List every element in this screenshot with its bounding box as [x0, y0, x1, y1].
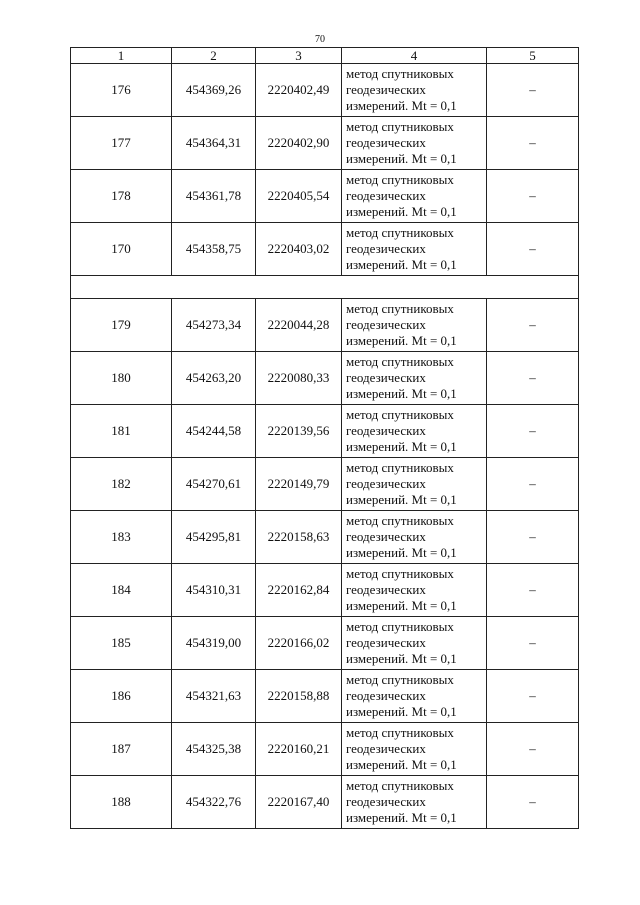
note-cell: – — [487, 723, 579, 776]
y-coordinate-cell: 2220166,02 — [256, 617, 342, 670]
point-number-cell: 170 — [71, 223, 172, 276]
y-coordinate-cell: 2220158,63 — [256, 511, 342, 564]
point-number-cell: 183 — [71, 511, 172, 564]
table-row — [71, 564, 579, 617]
table-row — [71, 352, 579, 405]
method-cell: метод спутниковых геодезических измерений. Mt = 0,1 — [342, 352, 487, 405]
column-header: 5 — [487, 48, 579, 64]
point-number-cell: 177 — [71, 117, 172, 170]
table-gap-section — [71, 276, 579, 299]
note-cell: – — [487, 64, 579, 117]
y-coordinate-cell: 2220149,79 — [256, 458, 342, 511]
y-coordinate-cell: 2220162,84 — [256, 564, 342, 617]
table-row — [71, 776, 579, 829]
point-number-cell: 178 — [71, 170, 172, 223]
note-cell: – — [487, 352, 579, 405]
method-cell: метод спутниковых геодезических измерений. Mt = 0,1 — [342, 299, 487, 352]
note-cell: – — [487, 458, 579, 511]
note-cell: – — [487, 511, 579, 564]
x-coordinate-cell: 454263,20 — [172, 352, 256, 405]
x-coordinate-cell: 454244,58 — [172, 405, 256, 458]
point-number-cell: 186 — [71, 670, 172, 723]
coordinates-table — [70, 47, 579, 829]
x-coordinate-cell: 454369,26 — [172, 64, 256, 117]
table-row — [71, 723, 579, 776]
y-coordinate-cell: 2220160,21 — [256, 723, 342, 776]
y-coordinate-cell: 2220403,02 — [256, 223, 342, 276]
point-number-cell: 176 — [71, 64, 172, 117]
note-cell: – — [487, 117, 579, 170]
table-row — [71, 511, 579, 564]
column-header: 1 — [71, 48, 172, 64]
method-cell: метод спутниковых геодезических измерений. Mt = 0,1 — [342, 776, 487, 829]
y-coordinate-cell: 2220402,49 — [256, 64, 342, 117]
x-coordinate-cell: 454325,38 — [172, 723, 256, 776]
empty-row-cell — [71, 276, 579, 299]
method-cell: метод спутниковых геодезических измерений. Mt = 0,1 — [342, 405, 487, 458]
table-gap-row — [71, 276, 579, 299]
y-coordinate-cell: 2220405,54 — [256, 170, 342, 223]
x-coordinate-cell: 454322,76 — [172, 776, 256, 829]
point-number-cell: 184 — [71, 564, 172, 617]
table-row — [71, 617, 579, 670]
page-number: 70 — [315, 34, 325, 45]
column-header: 3 — [256, 48, 342, 64]
table-row — [71, 405, 579, 458]
table-row — [71, 64, 579, 117]
point-number-cell: 187 — [71, 723, 172, 776]
column-header: 2 — [172, 48, 256, 64]
method-cell: метод спутниковых геодезических измерений. Mt = 0,1 — [342, 170, 487, 223]
x-coordinate-cell: 454273,34 — [172, 299, 256, 352]
note-cell: – — [487, 564, 579, 617]
table-row — [71, 670, 579, 723]
note-cell: – — [487, 405, 579, 458]
y-coordinate-cell: 2220139,56 — [256, 405, 342, 458]
point-number-cell: 180 — [71, 352, 172, 405]
x-coordinate-cell: 454361,78 — [172, 170, 256, 223]
note-cell: – — [487, 617, 579, 670]
point-number-cell: 182 — [71, 458, 172, 511]
method-cell: метод спутниковых геодезических измерений. Mt = 0,1 — [342, 723, 487, 776]
x-coordinate-cell: 454358,75 — [172, 223, 256, 276]
method-cell: метод спутниковых геодезических измерений. Mt = 0,1 — [342, 564, 487, 617]
table-row — [71, 223, 579, 276]
x-coordinate-cell: 454295,81 — [172, 511, 256, 564]
method-cell: метод спутниковых геодезических измерений. Mt = 0,1 — [342, 617, 487, 670]
note-cell: – — [487, 776, 579, 829]
table-header-row — [71, 48, 579, 64]
point-number-cell: 179 — [71, 299, 172, 352]
note-cell: – — [487, 223, 579, 276]
y-coordinate-cell: 2220167,40 — [256, 776, 342, 829]
table-row — [71, 170, 579, 223]
table-body-section-a — [71, 64, 579, 276]
column-header: 4 — [342, 48, 487, 64]
table-body-section-b — [71, 299, 579, 829]
note-cell: – — [487, 170, 579, 223]
y-coordinate-cell: 2220402,90 — [256, 117, 342, 170]
method-cell: метод спутниковых геодезических измерений. Mt = 0,1 — [342, 511, 487, 564]
method-cell: метод спутниковых геодезических измерений. Mt = 0,1 — [342, 117, 487, 170]
note-cell: – — [487, 299, 579, 352]
note-cell: – — [487, 670, 579, 723]
point-number-cell: 181 — [71, 405, 172, 458]
x-coordinate-cell: 454319,00 — [172, 617, 256, 670]
x-coordinate-cell: 454310,31 — [172, 564, 256, 617]
table-row — [71, 458, 579, 511]
y-coordinate-cell: 2220080,33 — [256, 352, 342, 405]
x-coordinate-cell: 454364,31 — [172, 117, 256, 170]
x-coordinate-cell: 454321,63 — [172, 670, 256, 723]
x-coordinate-cell: 454270,61 — [172, 458, 256, 511]
point-number-cell: 185 — [71, 617, 172, 670]
method-cell: метод спутниковых геодезических измерений. Mt = 0,1 — [342, 64, 487, 117]
y-coordinate-cell: 2220158,88 — [256, 670, 342, 723]
table-row — [71, 299, 579, 352]
method-cell: метод спутниковых геодезических измерений. Mt = 0,1 — [342, 670, 487, 723]
method-cell: метод спутниковых геодезических измерений. Mt = 0,1 — [342, 458, 487, 511]
method-cell: метод спутниковых геодезических измерений. Mt = 0,1 — [342, 223, 487, 276]
table-row — [71, 117, 579, 170]
y-coordinate-cell: 2220044,28 — [256, 299, 342, 352]
point-number-cell: 188 — [71, 776, 172, 829]
